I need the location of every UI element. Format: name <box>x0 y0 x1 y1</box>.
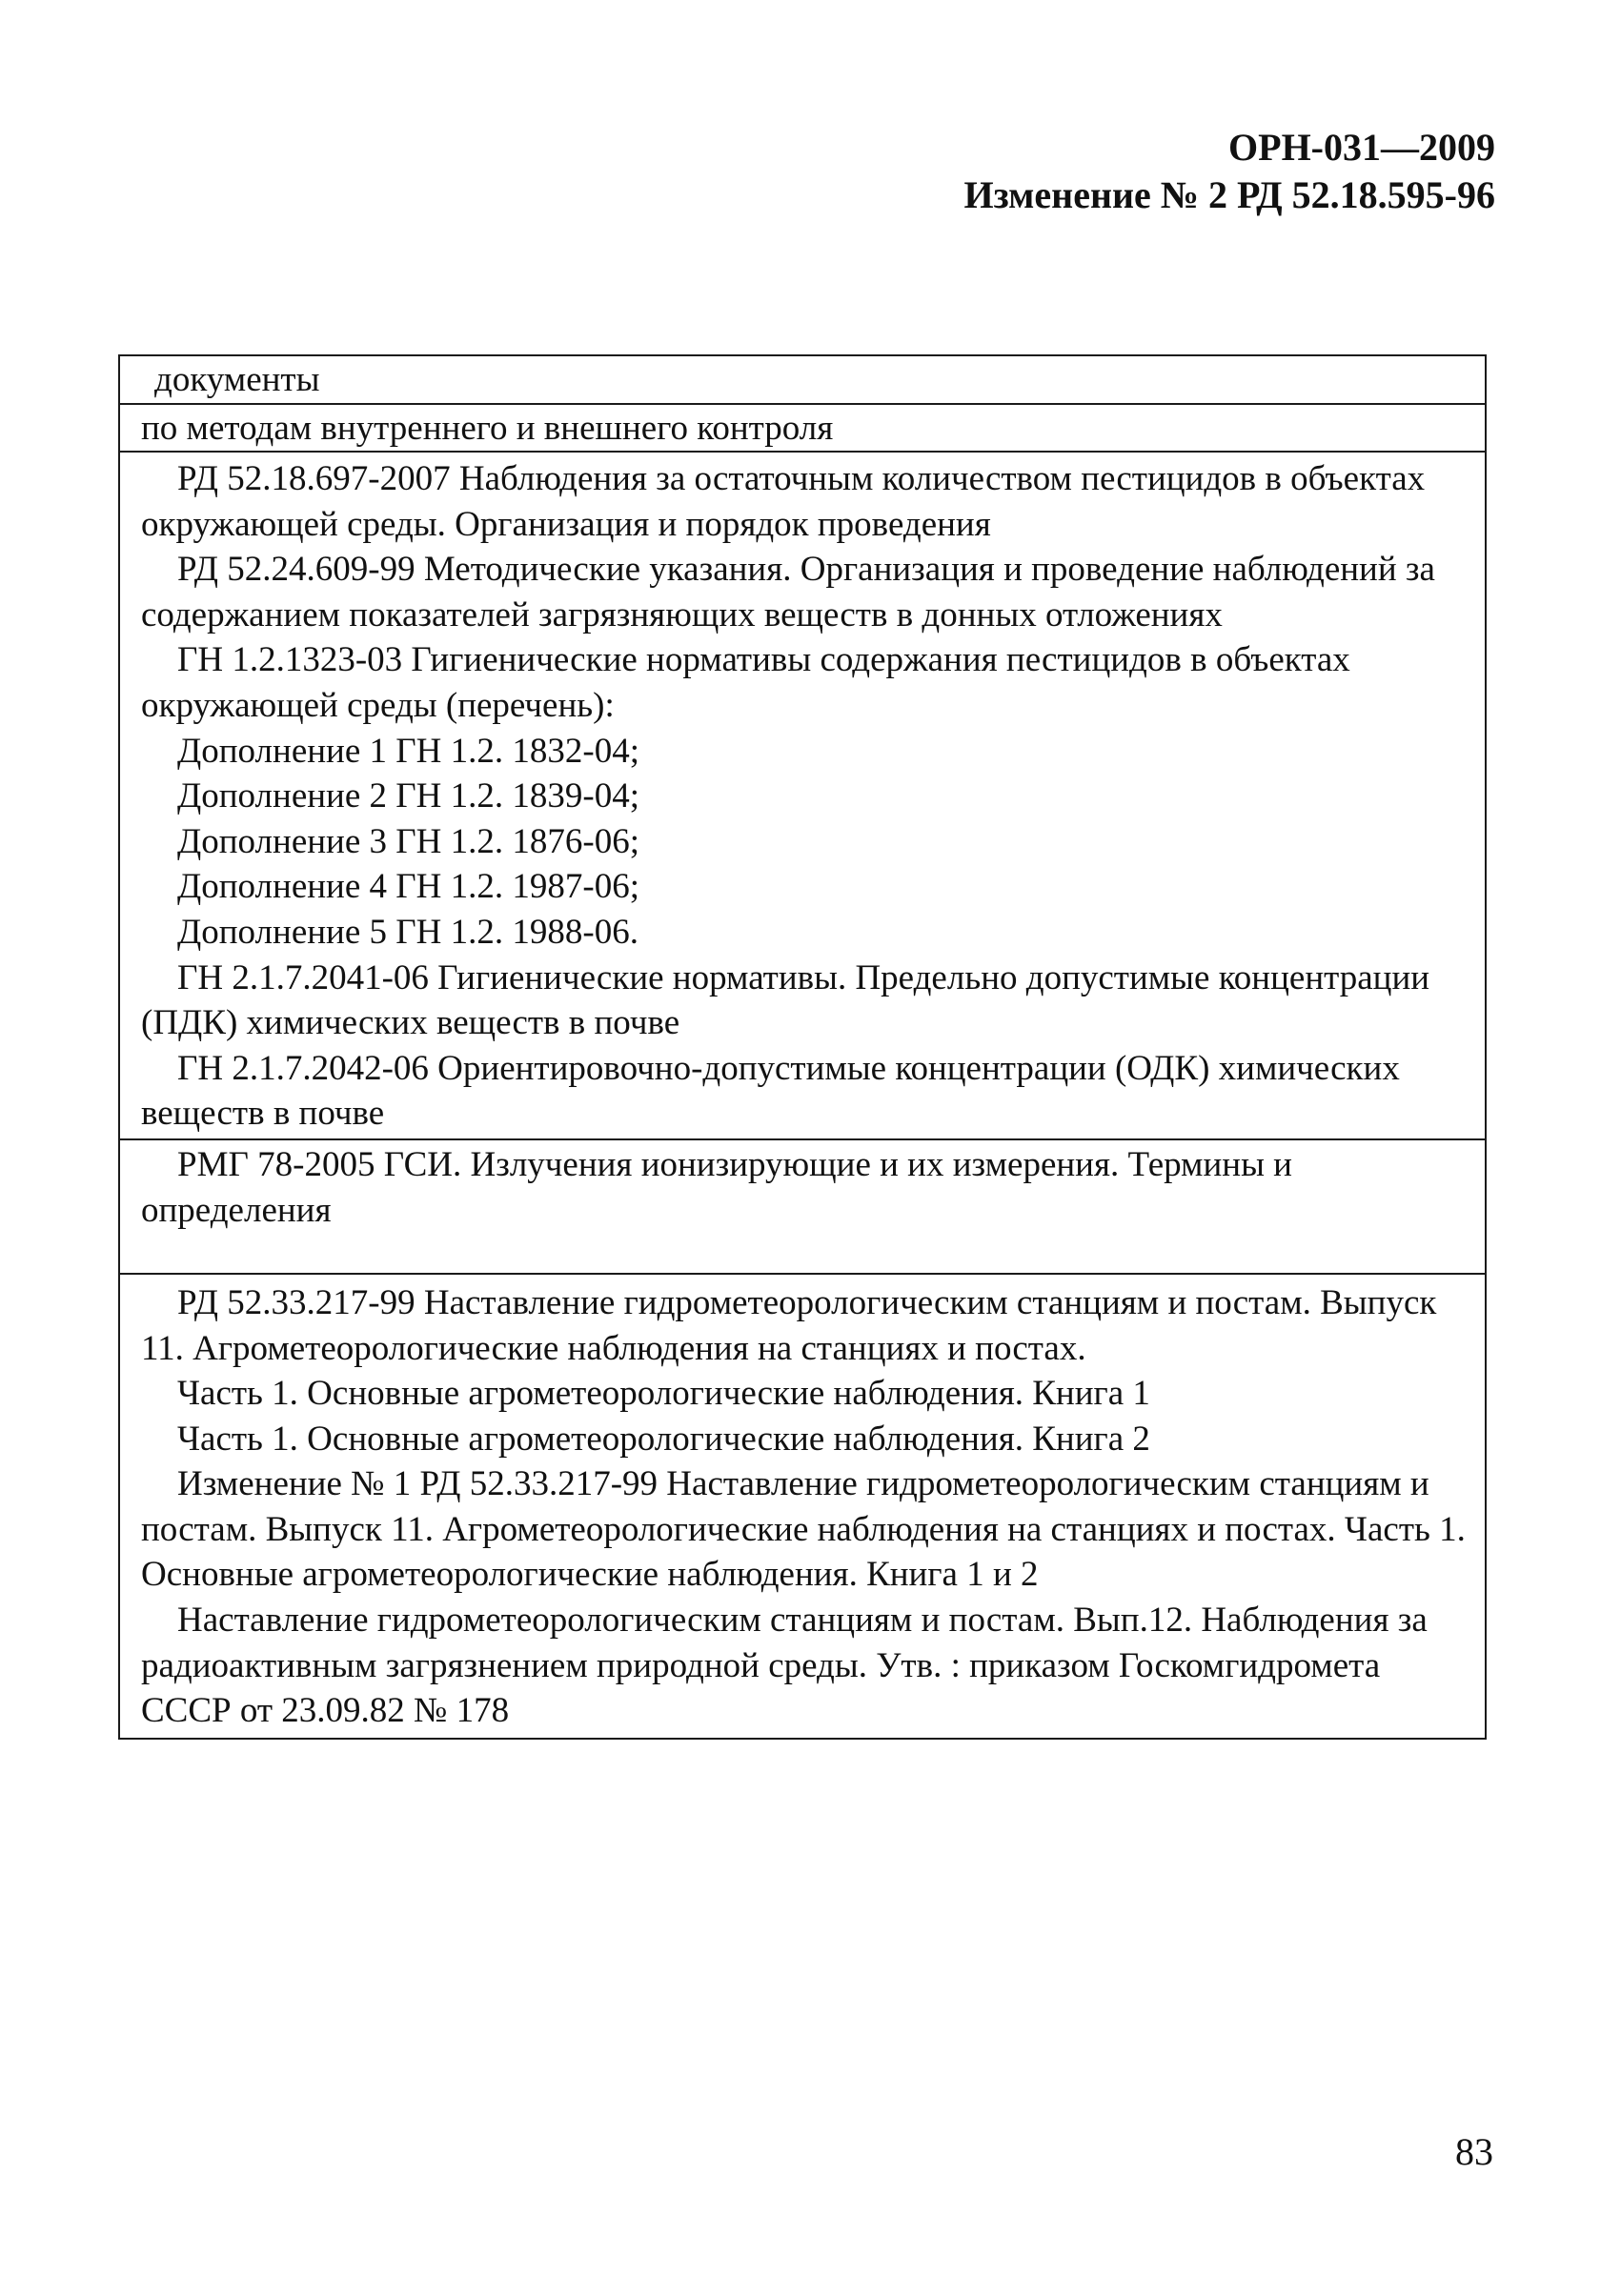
table-row-regulations <box>120 453 1485 1140</box>
list-item: Дополнение 1 ГН 1.2. 1832-04; <box>177 731 639 771</box>
list-item: ГН 2.1.7.2041-06 Гигиенические нормативы. Предельно допустимые концентрации (ПДК) химических веществ в почве <box>141 957 1430 1043</box>
list-item: Дополнение 4 ГН 1.2. 1987-06; <box>177 867 639 907</box>
table-row-control-methods <box>120 405 1485 453</box>
list-item: РМГ 78-2005 ГСИ. Излучения ионизирующие и их измерения. Термины и определения <box>141 1144 1292 1230</box>
list-item: Часть 1. Основные агрометеорологические наблюдения. Книга 2 <box>177 1419 1150 1459</box>
list-item: Дополнение 5 ГН 1.2. 1988-06. <box>177 912 638 952</box>
table-row-rmg <box>120 1140 1485 1275</box>
list-item: РД 52.33.217-99 Наставление гидрометеорологическим станциям и постам. Выпуск 11. Агрометеорологические наблюдения на станциях и постах. <box>141 1282 1437 1368</box>
list-item: ГН 1.2.1323-03 Гигиенические нормативы содержания пестицидов в объектах окружающей среды (перечень): <box>141 640 1350 725</box>
table-row-documents <box>120 356 1485 405</box>
table-row-agrometeorology <box>120 1275 1485 1738</box>
list-item: РД 52.18.697-2007 Наблюдения за остаточным количеством пестицидов в объектах окружающей среды. Организация и порядок проведения <box>141 459 1426 544</box>
list-item: Часть 1. Основные агрометеорологические наблюдения. Книга 1 <box>177 1374 1150 1414</box>
change-title: Изменение № 2 РД 52.18.595-96 <box>963 173 1495 216</box>
list-item: РД 52.24.609-99 Методические указания. Организация и проведение наблюдений за содержанием показателей загрязняющих веществ в донных отложениях <box>141 550 1435 634</box>
list-item: Наставление гидрометеорологическим станциям и постам. Вып.12. Наблюдения за радиоактивным загрязнением природной среды. Утв. : приказом Госкомгидромета СССР от 23.09.82 № 178 <box>141 1601 1428 1731</box>
list-item: Дополнение 3 ГН 1.2. 1876-06; <box>177 821 639 861</box>
list-item: Дополнение 2 ГН 1.2. 1839-04; <box>177 776 639 816</box>
page-header <box>964 124 1495 219</box>
page-number: 83 <box>1455 2130 1493 2173</box>
document-code: ОРН-031—2009 <box>1228 126 1495 169</box>
documents-table <box>118 354 1487 1740</box>
list-item: Изменение № 1 РД 52.33.217-99 Наставление гидрометеорологическим станциям и постам. Выпуск 11. Агрометеорологические наблюдения на станциях и постах. Часть 1. Основные агрометеорологические наблюдения. Книга 1 и 2 <box>141 1464 1466 1595</box>
table-cell-text: документы <box>154 360 320 399</box>
table-cell-text: по методам внутреннего и внешнего контроля <box>141 409 834 448</box>
list-item: ГН 2.1.7.2042-06 Ориентировочно-допустимые концентрации (ОДК) химических веществ в почве <box>141 1048 1400 1134</box>
